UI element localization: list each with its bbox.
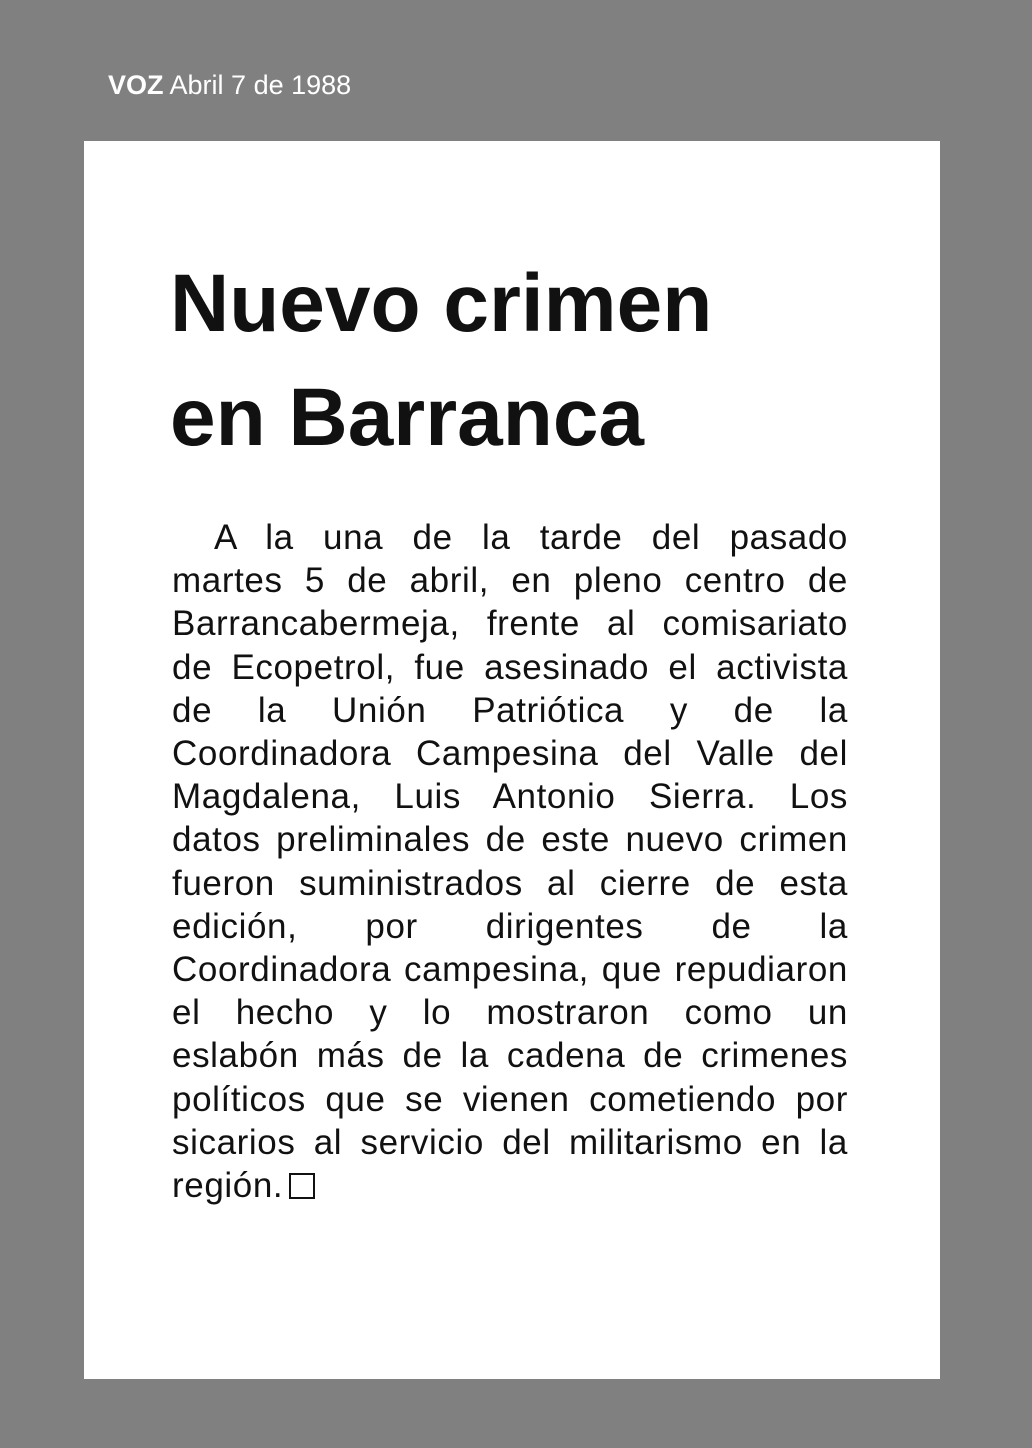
headline-line-1: Nuevo crimen	[170, 258, 713, 349]
clipping-caption	[108, 70, 351, 101]
publication-date: Abril 7 de 1988	[169, 70, 352, 100]
article-body-text: A la una de la tarde del pasado martes 5 de abril, en pleno centro de Barrancabermeja, frente al comisariato de Ecopetrol, fue asesinado el activista de la Unión Patriótica y de la Coordinadora Campesina del Valle del Magdalena, Luis Antonio Sierra. Los datos preliminales de este nuevo crimen fueron suministrados al cierre de esta edición, por dirigentes de la Coordinadora campesina, que repudiaron el hecho y lo mostraron como un eslabón más de la cadena de crimenes políticos que se vienen cometiendo por sicarios al servicio del militarismo en la región.	[172, 518, 848, 1206]
newspaper-clipping	[84, 141, 940, 1379]
article-headline	[170, 247, 870, 475]
end-mark-icon	[289, 1173, 315, 1199]
article-body	[172, 516, 848, 1207]
headline-line-2: en Barranca	[170, 372, 645, 463]
publication-name: VOZ	[108, 70, 164, 100]
